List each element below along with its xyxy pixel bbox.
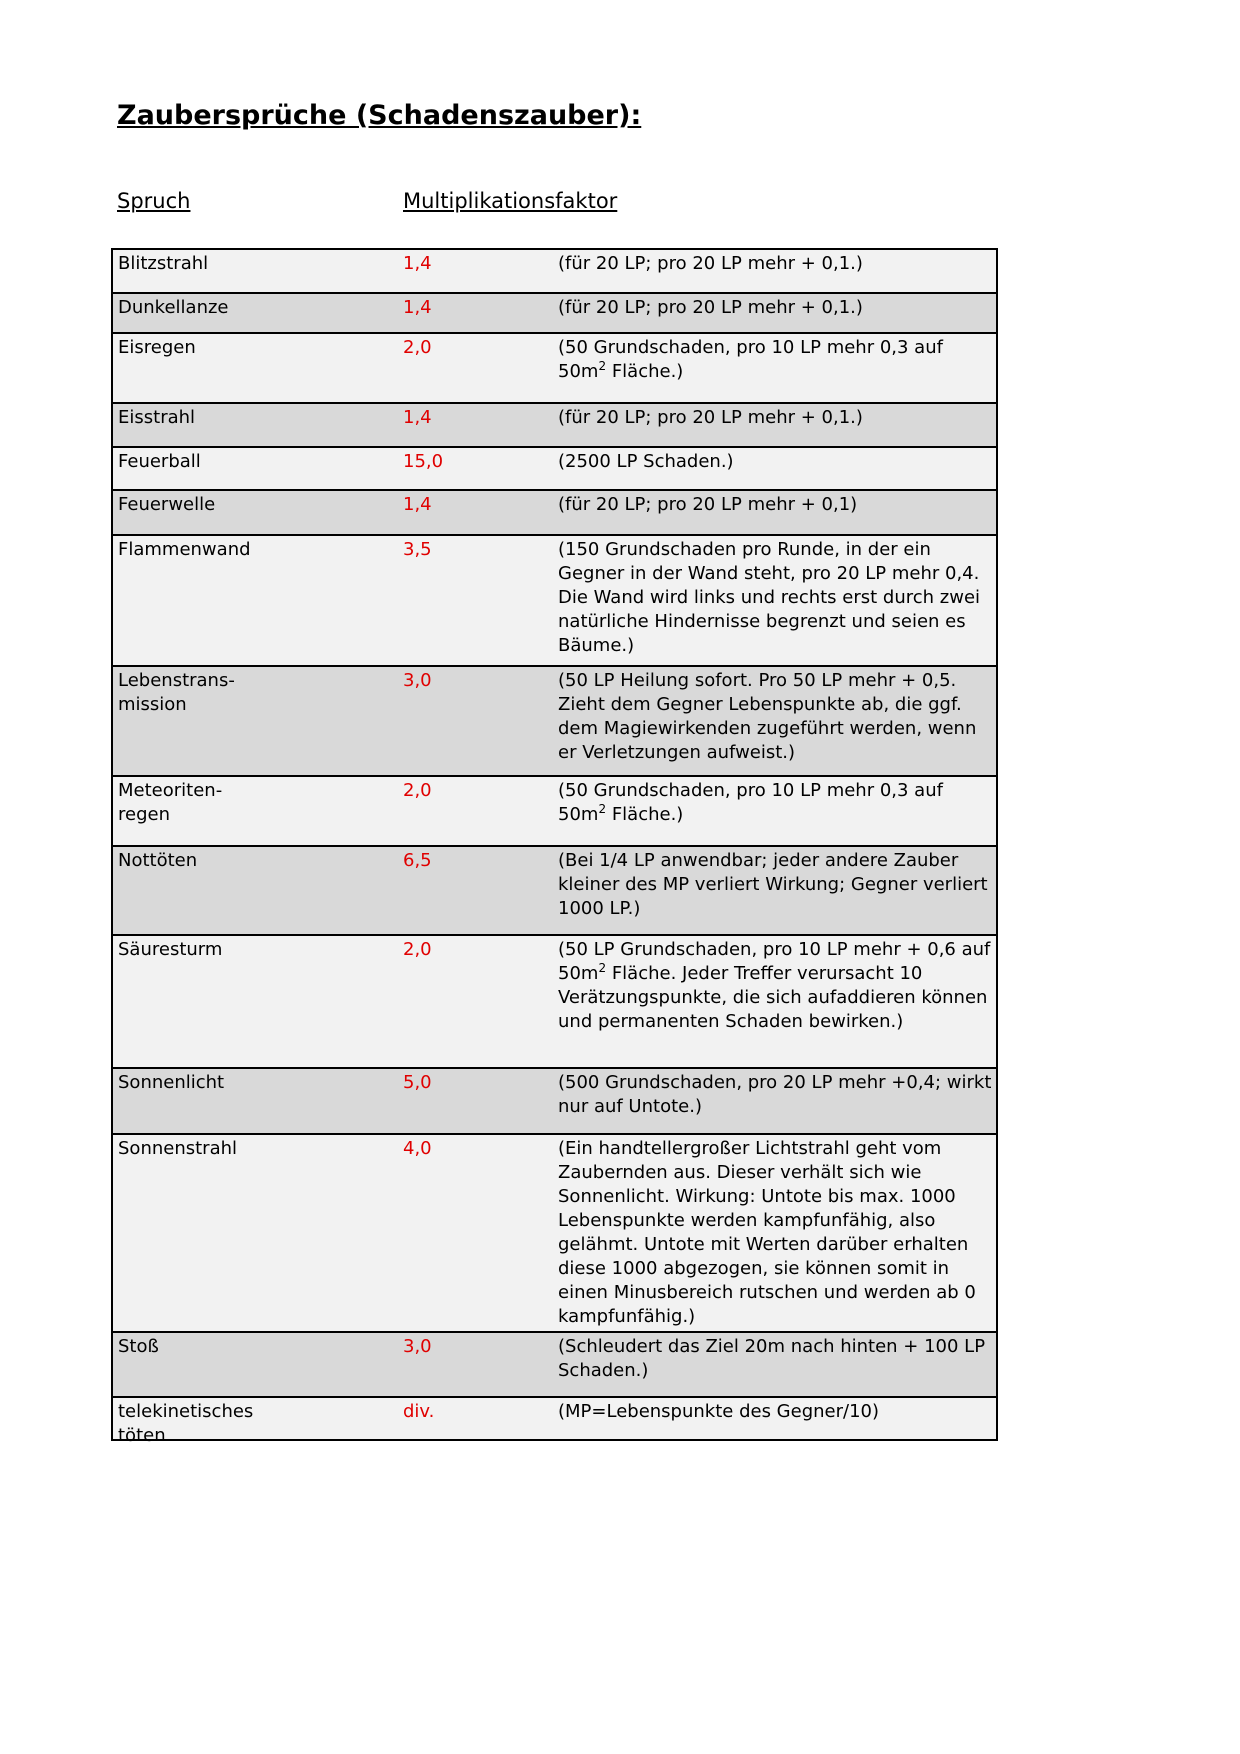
spell-factor: 3,5	[398, 535, 553, 666]
table-row	[112, 447, 997, 490]
spell-description: (50 LP Grundschaden, pro 10 LP mehr + 0,6 auf $50m^2$ Fläche. Jeder Treffer verursacht 10 Verätzungspunkte, die sich aufaddieren können und permanenten Schaden bewirken.)	[553, 935, 997, 1068]
spell-description: (für 20 LP; pro 20 LP mehr + 0,1)	[553, 490, 997, 535]
spell-description: (für 20 LP; pro 20 LP mehr + 0,1.)	[553, 403, 997, 447]
spell-name: Nottöten	[112, 846, 398, 935]
column-header-spell: Spruch	[117, 189, 191, 213]
spell-description: (500 Grundschaden, pro 20 LP mehr +0,4; wirkt nur auf Untote.)	[553, 1068, 997, 1134]
spell-name: Stoß	[112, 1332, 398, 1397]
spell-factor: 2,0	[398, 333, 553, 403]
page-title: Zaubersprüche (Schadenszauber):	[117, 100, 642, 131]
spell-description: (für 20 LP; pro 20 LP mehr + 0,1.)	[553, 293, 997, 333]
table-row	[112, 333, 997, 403]
table-row	[112, 249, 997, 293]
spell-name: Flammenwand	[112, 535, 398, 666]
table-row	[112, 935, 997, 1068]
spell-name: Sonnenstrahl	[112, 1134, 398, 1332]
table-row	[112, 666, 997, 776]
table-row	[112, 293, 997, 333]
spell-name: Meteoriten-regen	[112, 776, 398, 846]
spell-description: (für 20 LP; pro 20 LP mehr + 0,1.)	[553, 249, 997, 293]
spell-description: (MP=Lebenspunkte des Gegner/10)	[553, 1397, 997, 1440]
table-row	[112, 1068, 997, 1134]
table-row	[112, 1134, 997, 1332]
table-row	[112, 1397, 997, 1440]
table-row	[112, 776, 997, 846]
spell-table	[111, 248, 998, 1446]
spell-description: (Schleudert das Ziel 20m nach hinten + 100 LP Schaden.)	[553, 1332, 997, 1397]
table-row	[112, 846, 997, 935]
spell-name: Eisstrahl	[112, 403, 398, 447]
spell-factor: 3,0	[398, 1332, 553, 1397]
table-row	[112, 403, 997, 447]
spell-description: (Ein handtellergroßer Lichtstrahl geht vom Zaubernden aus. Dieser verhält sich wie Sonnenlicht. Wirkung: Untote bis max. 1000 Lebenspunkte werden kampfunfähig, also gelähmt. Untote mit Werten darüber erhalten diese 1000 abgezogen, sie können somit in einen Minusbereich rutschen und werden ab 0 kampfunfähig.)	[553, 1134, 997, 1332]
spell-factor: 1,4	[398, 293, 553, 333]
spell-factor: div.	[398, 1397, 553, 1440]
spell-factor: 5,0	[398, 1068, 553, 1134]
spell-factor: 1,4	[398, 403, 553, 447]
spell-factor: 3,0	[398, 666, 553, 776]
spell-description: (50 Grundschaden, pro 10 LP mehr 0,3 auf $50m^2$ Fläche.)	[553, 333, 997, 403]
spell-description: (Bei 1/4 LP anwendbar; jeder andere Zauber kleiner des MP verliert Wirkung; Gegner verliert 1000 LP.)	[553, 846, 997, 935]
spell-factor: 1,4	[398, 249, 553, 293]
spell-name: Lebenstrans-mission	[112, 666, 398, 776]
spell-factor: 15,0	[398, 447, 553, 490]
spell-factor: 2,0	[398, 935, 553, 1068]
table-row	[112, 1332, 997, 1397]
column-header-factor: Multiplikationsfaktor	[403, 189, 618, 213]
spell-factor: 1,4	[398, 490, 553, 535]
spell-description: (2500 LP Schaden.)	[553, 447, 997, 490]
spell-name: Eisregen	[112, 333, 398, 403]
spell-factor: 4,0	[398, 1134, 553, 1332]
spell-name: Blitzstrahl	[112, 249, 398, 293]
spell-name: Sonnenlicht	[112, 1068, 398, 1134]
spell-factor: 6,5	[398, 846, 553, 935]
table-row	[112, 535, 997, 666]
table-row	[112, 490, 997, 535]
spell-name: Feuerwelle	[112, 490, 398, 535]
spell-name: Feuerball	[112, 447, 398, 490]
spell-name: telekinetisches töten	[112, 1397, 398, 1440]
spell-description: (150 Grundschaden pro Runde, in der ein Gegner in der Wand steht, pro 20 LP mehr 0,4. Die Wand wird links und rechts erst durch zwei natürliche Hindernisse begrenzt und seien es Bäume.)	[553, 535, 997, 666]
spell-description: (50 Grundschaden, pro 10 LP mehr 0,3 auf $50m^2$ Fläche.)	[553, 776, 997, 846]
spell-factor: 2,0	[398, 776, 553, 846]
spell-description: (50 LP Heilung sofort. Pro 50 LP mehr + 0,5. Zieht dem Gegner Lebenspunkte ab, die ggf. dem Magiewirkenden zugeführt werden, wenn er Verletzungen aufweist.)	[553, 666, 997, 776]
spell-name: Säuresturm	[112, 935, 398, 1068]
spell-name: Dunkellanze	[112, 293, 398, 333]
